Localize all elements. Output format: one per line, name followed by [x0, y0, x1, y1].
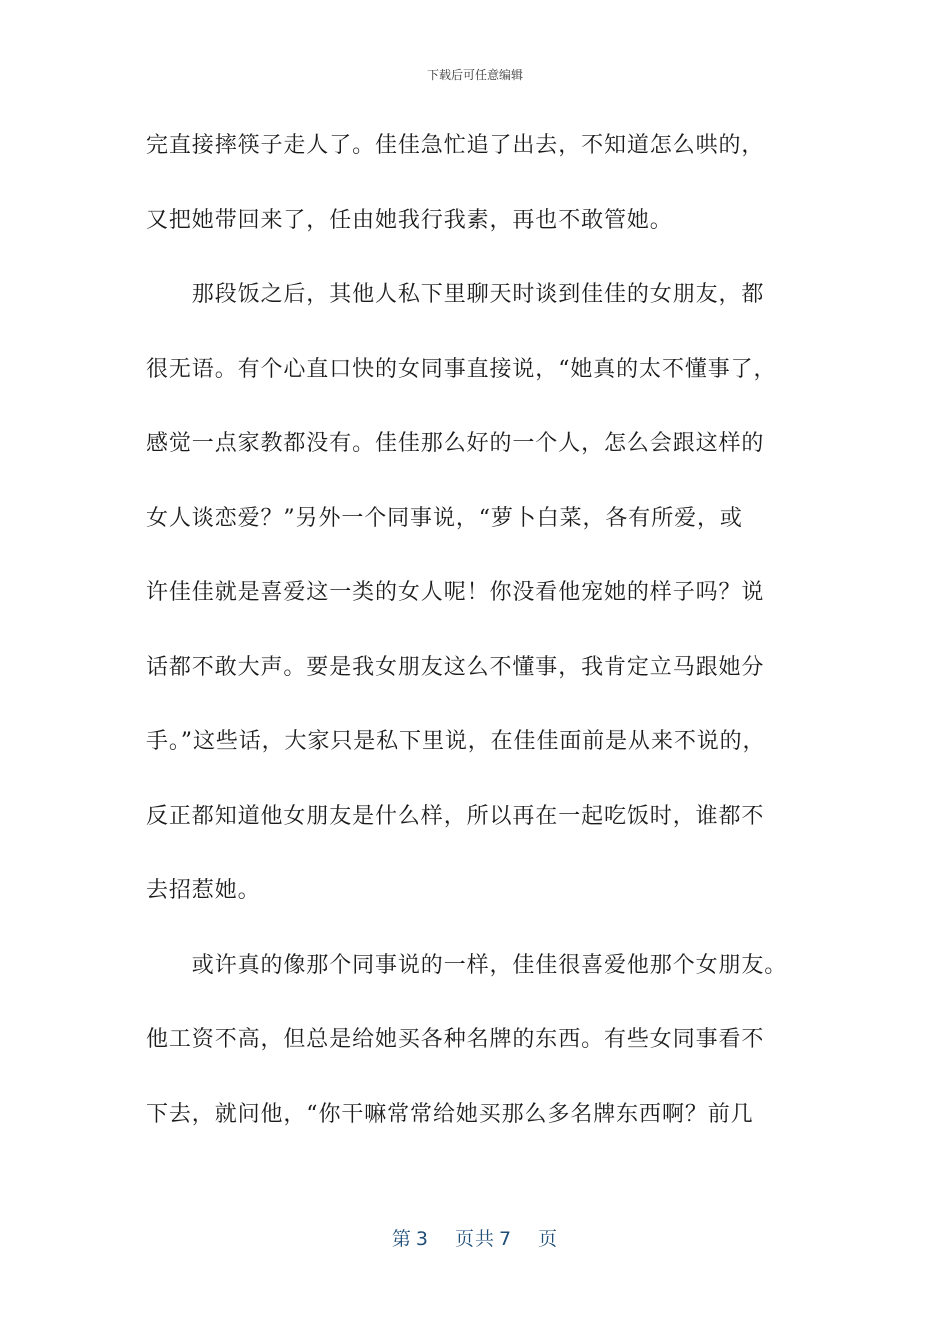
body-line: 反正都知道他女朋友是什么样，所以再在一起吃饭时，谁都不 — [146, 803, 765, 829]
body-line: 话都不敢大声。要是我女朋友这么不懂事，我肯定立马跟她分 — [146, 654, 765, 680]
page-header: 下载后可任意编辑 — [426, 68, 523, 82]
body-line: 许佳佳就是喜爱这一类的女人呢！你没看他宠她的样子吗？说 — [146, 580, 765, 605]
body-line: 女人谈恋爱？”另外一个同事说，“萝卜白菜，各有所爱，或 — [146, 505, 743, 531]
page-footer — [0, 1224, 950, 1251]
body-line: 手。”这些话，大家只是私下里说，在佳佳面前是从来不说的， — [146, 729, 766, 754]
body-line: 去招惹她。 — [146, 878, 261, 903]
current-page-number: 3 — [415, 1228, 429, 1250]
footer-prefix: 第 — [391, 1228, 412, 1250]
body-line: 他工资不高，但总是给她买各种名牌的东西。有些女同事看不 — [146, 1027, 765, 1052]
body-line: 或许真的像那个同事说的一样，佳佳很喜爱他那个女朋友。 — [146, 952, 788, 978]
body-line: 感觉一点家教都没有。佳佳那么好的一个人，怎么会跟这样的 — [146, 431, 765, 456]
document-body — [146, 118, 806, 1161]
body-line: 很无语。有个心直口快的女同事直接说，“她真的太不懂事了， — [146, 356, 777, 382]
footer-middle: 页共 — [454, 1228, 495, 1250]
body-line: 又把她带回来了，任由她我行我素，再也不敢管她。 — [146, 207, 673, 233]
body-line: 完直接摔筷子走人了。佳佳急忙追了出去，不知道怎么哄的， — [146, 133, 765, 158]
total-pages-number: 7 — [499, 1228, 513, 1250]
body-line: 那段饭之后，其他人私下里聊天时谈到佳佳的女朋友，都 — [146, 282, 765, 307]
footer-suffix: 页 — [538, 1228, 559, 1250]
body-line: 下去，就问他，“你干嘛常常给她买那么多名牌东西啊？前几 — [146, 1101, 754, 1127]
